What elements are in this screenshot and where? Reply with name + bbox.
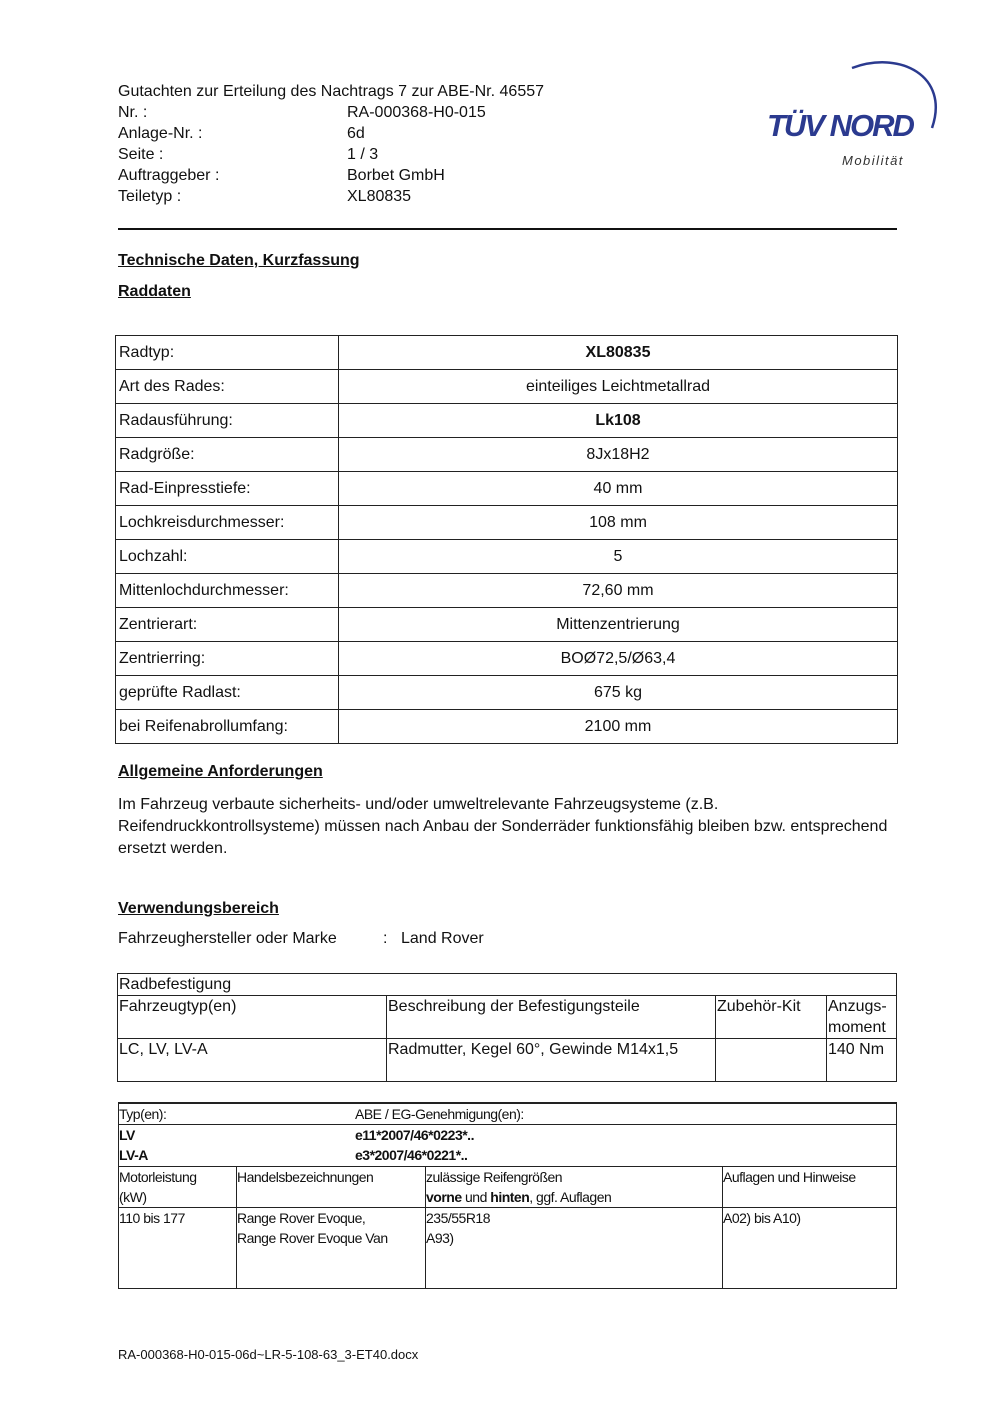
document-title: Gutachten zur Erteilung des Nachtrags 7 zur ABE-Nr. 46557: [118, 83, 545, 100]
meta-label: Nr. :: [118, 104, 148, 121]
table-row: [116, 472, 898, 506]
abe-label: ABE / EG-Genehmigung(en):: [355, 1106, 524, 1122]
typ-abe-values: [119, 1125, 897, 1167]
meta-label: Teiletyp :: [118, 188, 182, 205]
row-value: 108 mm: [339, 506, 898, 540]
table-row: [119, 1103, 897, 1125]
logo-sub-text: Mobilität: [842, 153, 904, 168]
header-line: zulässige Reifengrößen: [426, 1169, 563, 1185]
type-code: LV-A: [119, 1147, 148, 1163]
column-header: Fahrzeugtyp(en): [118, 996, 387, 1039]
meta-row: [118, 186, 486, 207]
section-title-raddaten: Raddaten: [118, 283, 191, 300]
row-value: XL80835: [339, 336, 898, 370]
table-row: [116, 608, 898, 642]
row-label: Radtyp:: [116, 336, 339, 370]
table-cell: 140 Nm: [827, 1039, 897, 1082]
radbefestigung-table: [117, 973, 897, 1082]
fahrzeughersteller-label: Fahrzeughersteller oder Marke: [118, 930, 337, 947]
table-row: [116, 574, 898, 608]
allgemeine-anforderungen-text: Im Fahrzeug verbaute sicherheits- und/oder umweltrelevante Fahrzeugsysteme (z.B. Reifendruckkontrollsysteme) müssen nach Anbau der Sonderräder funktionsfähig bleiben bzw. entsprechend ersetzt werden.: [118, 796, 888, 857]
meta-value: 1 / 3: [347, 146, 379, 163]
typ-abe-line: [119, 1104, 896, 1124]
row-label: Lochzahl:: [116, 540, 339, 574]
table-cell: Radmutter, Kegel 60°, Gewinde M14x1,5: [387, 1039, 716, 1082]
approval-number: e3*2007/46*0221*..: [355, 1147, 468, 1163]
row-value: 5: [339, 540, 898, 574]
column-header: Beschreibung der Befestigungsteile: [387, 996, 716, 1039]
meta-value: XL80835: [347, 188, 412, 205]
reifen-vorne: vorne: [426, 1189, 462, 1205]
table-row: [118, 1039, 897, 1082]
table-cell: LC, LV, LV-A: [118, 1039, 387, 1082]
table-row: [116, 370, 898, 404]
row-value: BOØ72,5/Ø63,4: [339, 642, 898, 676]
row-label: Lochkreisdurchmesser:: [116, 506, 339, 540]
row-value: Mittenzentrierung: [339, 608, 898, 642]
table-row: [116, 438, 898, 472]
row-value: 675 kg: [339, 676, 898, 710]
table-row: [119, 1208, 897, 1289]
table-row: [116, 642, 898, 676]
type-line: [119, 1125, 896, 1145]
meta-row: [118, 144, 486, 165]
reifen-rest: , ggf. Auflagen: [529, 1189, 612, 1205]
row-value: 72,60 mm: [339, 574, 898, 608]
cell-line: Range Rover Evoque Van: [237, 1230, 388, 1246]
approval-number: e11*2007/46*0223*..: [355, 1127, 474, 1143]
reifen-hinten: hinten: [490, 1189, 530, 1205]
cell-line: 235/55R18: [426, 1210, 491, 1226]
table-cell-motor: 110 bis 177: [119, 1208, 237, 1289]
meta-label: Seite :: [118, 146, 164, 163]
meta-label: Anlage-Nr. :: [118, 125, 203, 142]
meta-row: [118, 165, 486, 186]
column-header-motorleistung: [119, 1167, 237, 1208]
row-label: Art des Rades:: [116, 370, 339, 404]
meta-value: RA-000368-H0-015: [347, 104, 486, 121]
row-value: einteiliges Leichtmetallrad: [339, 370, 898, 404]
table-cell-auflagen: A02) bis A10): [723, 1208, 897, 1289]
meta-value: 6d: [347, 125, 365, 142]
meta-row: [118, 123, 486, 144]
row-value: 2100 mm: [339, 710, 898, 744]
table-row: [116, 540, 898, 574]
row-label: bei Reifenabrollumfang:: [116, 710, 339, 744]
row-value: 8Jx18H2: [339, 438, 898, 472]
tuev-nord-logo: [760, 56, 950, 176]
type-code: LV: [119, 1127, 135, 1143]
row-label: Radausführung:: [116, 404, 339, 438]
typ-label: Typ(en):: [119, 1106, 167, 1122]
fahrzeughersteller-line: [118, 930, 484, 948]
row-label: Radgröße:: [116, 438, 339, 472]
typ-abe-header: [119, 1103, 897, 1125]
table-header-row: [119, 1167, 897, 1208]
table-row: [116, 506, 898, 540]
header-meta: [118, 102, 486, 207]
header-line: Motorleistung: [119, 1169, 197, 1185]
table-row: [116, 710, 898, 744]
row-label: geprüfte Radlast:: [116, 676, 339, 710]
type-line: [119, 1145, 896, 1165]
column-header-handelsbezeichnungen: Handelsbezeichnungen: [237, 1167, 426, 1208]
section-title-verwendungsbereich: Verwendungsbereich: [118, 900, 279, 917]
header-line: [426, 1187, 722, 1207]
row-label: Zentrierart:: [116, 608, 339, 642]
table-header-row: [118, 996, 897, 1039]
row-label: Zentrierring:: [116, 642, 339, 676]
logo-brand-text: TÜV NORD: [767, 108, 913, 143]
header-divider: [118, 228, 897, 230]
footer-filename: RA-000368-H0-015-06d~LR-5-108-63_3-ET40.docx: [118, 1347, 419, 1362]
radbefestigung-title: Radbefestigung: [118, 974, 897, 996]
cell-line: Range Rover Evoque,: [237, 1210, 366, 1226]
table-cell-handel: [237, 1208, 426, 1289]
table-row: [116, 336, 898, 370]
column-header: Anzugs- moment: [827, 996, 897, 1039]
table-cell-reifen: [426, 1208, 723, 1289]
row-value: 40 mm: [339, 472, 898, 506]
section-title-technische-daten: Technische Daten, Kurzfassung: [118, 252, 360, 269]
header-line: (kW): [119, 1189, 147, 1205]
row-label: Mittenlochdurchmesser:: [116, 574, 339, 608]
row-label: Rad-Einpresstiefe:: [116, 472, 339, 506]
fahrzeughersteller-colon: :: [383, 930, 388, 947]
reifen-und: und: [461, 1189, 491, 1205]
fahrzeughersteller-value: Land Rover: [401, 930, 484, 947]
meta-label: Auftraggeber :: [118, 167, 220, 184]
meta-value: Borbet GmbH: [347, 167, 445, 184]
table-row: [116, 404, 898, 438]
meta-row: [118, 102, 486, 123]
column-header-reifengroessen: [426, 1167, 723, 1208]
column-header-auflagen: Auflagen und Hinweise: [723, 1167, 897, 1208]
table-row: [118, 974, 897, 996]
table-row: [119, 1125, 897, 1167]
table-cell: [716, 1039, 827, 1082]
raddaten-table: [115, 335, 898, 744]
section-title-allgemeine-anforderungen: Allgemeine Anforderungen: [118, 763, 323, 780]
row-value: Lk108: [339, 404, 898, 438]
typ-genehmigung-table: [118, 1102, 897, 1289]
table-row: [116, 676, 898, 710]
column-header: Zubehör-Kit: [716, 996, 827, 1039]
cell-line: A93): [426, 1230, 454, 1246]
